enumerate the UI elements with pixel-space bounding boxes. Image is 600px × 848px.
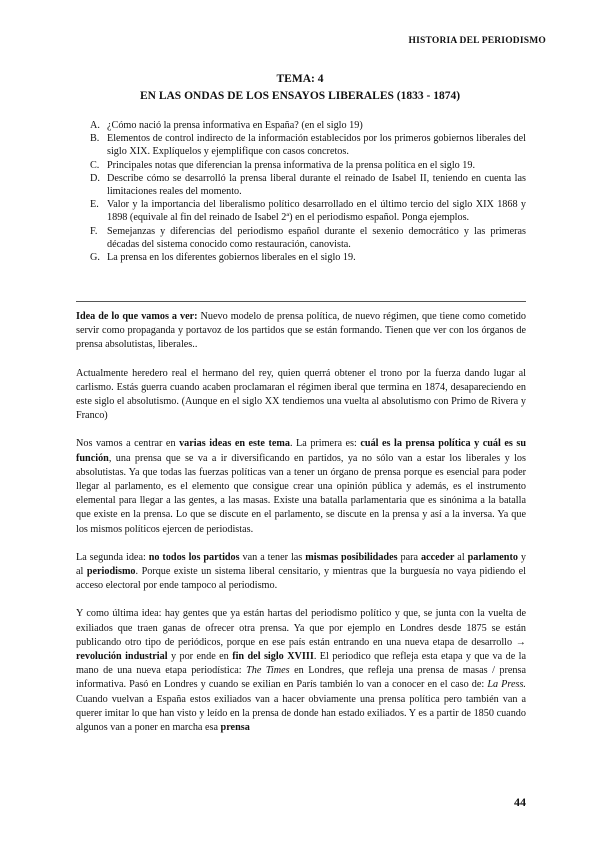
italic-title: The Times [246, 665, 290, 677]
text-run: . El periodico que refleja esta etapa y que va de la mano de una nueva etapa periodística: [76, 651, 526, 677]
paragraph-first-idea [76, 437, 526, 536]
question-text: Elementos de control indirecto de la información establecidos por los primeros gobiernos liberales del siglo XIX. Explíquelos y ejemplifique con casos concretos. [107, 133, 526, 158]
bold-phrase: no todos los partidos [148, 551, 240, 563]
question-letter: D. [90, 172, 100, 184]
topic-title: EN LAS ONDAS DE LOS ENSAYOS LIBERALES (1833 - 1874) [139, 90, 461, 102]
question-item [90, 251, 526, 264]
question-letter: F. [90, 225, 98, 237]
text-run: Nos vamos a centrar en [76, 438, 180, 450]
paragraph-second-idea [76, 551, 526, 594]
bold-phrase: periodismo [86, 566, 136, 578]
bold-phrase: mismas posibilidades [305, 551, 398, 563]
question-letter: C. [90, 159, 100, 171]
paragraph-last-idea [76, 607, 526, 735]
page-number: 44 [514, 795, 526, 809]
text-run: Cuando vuelvan a España estos exiliados van a hacer obviamente una prensa política pero también van a querer imitar lo que han visto y leído en la prensa de donde han estado exiliados. Y es a partir de 1850 cuando algunos van a poner en marcha esa [76, 693, 526, 734]
text-run: . La primera es: [289, 438, 361, 450]
question-letter: E. [90, 199, 99, 211]
running-header: HISTORIA DEL PERIODISMO [408, 36, 546, 46]
text-run: Nuevo modelo de prensa política, de nuevo régimen, que tiene como cometido servir como propaganda y portavoz de los partidos que se están formando. Tienen que ver con los órganos de prensa absolutistas, liberales.. [76, 311, 526, 351]
bold-phrase: acceder [421, 551, 455, 563]
question-item [90, 225, 526, 251]
text-run: Y como última idea: hay gentes que ya están hartas del periodismo político y que, se junta con la vuelta de exiliados que traen ganas de ofrecer otra prensa. Ya que por ejemplo en Londres desde 1875 se están publicando otro tipo de periódicos, porque en ese país están entrando en una nueva etapa de desarrollo → [76, 608, 526, 648]
question-letter: A. [90, 120, 100, 131]
question-item [90, 172, 526, 198]
paragraph-intro [76, 310, 526, 353]
question-list [90, 119, 526, 264]
question-letter: G. [90, 252, 100, 264]
bold-phrase: prensa [220, 722, 250, 734]
question-item [90, 159, 526, 172]
text-run: . Porque existe un sistema liberal censitario, y mientras que la burguesía no vaya pidiendo el acceso electoral por ende tampoco al periodismo. [76, 566, 526, 592]
text-run: y por ende en [167, 651, 233, 663]
body-text [76, 310, 526, 749]
text-run: en Londres, que refleja una prensa de masas / prensa informativa. Pasó en Londres y cuando se exilian en París también lo van a conocer en el caso de: [76, 665, 526, 691]
text-run: La segunda idea: [76, 551, 149, 563]
text-run: al [454, 551, 468, 563]
section-divider [76, 301, 526, 302]
bold-phrase: Idea de lo que vamos a ver: [76, 311, 198, 322]
question-text: Principales notas que diferencian la prensa informativa de la prensa política en el siglo 19. [107, 159, 476, 171]
question-item [90, 119, 526, 132]
bold-phrase: cuál es la prensa política y cuál es su función [76, 438, 526, 464]
bold-phrase: revolución industrial [76, 651, 168, 663]
text-run: para [397, 551, 421, 563]
question-item [90, 132, 526, 158]
italic-title: La Press. [487, 679, 526, 691]
question-text: ¿Cómo nació la prensa informativa en España? (en el siglo 19) [107, 120, 363, 131]
question-letter: B. [90, 133, 100, 145]
bold-phrase: fin del siglo XVIII [232, 651, 314, 663]
text-run: van a tener las [239, 551, 306, 563]
bold-phrase: parlamento [467, 551, 518, 563]
text-run: , una prensa que se va a ir diversificando en partidos, ya no sólo van a estar los liberales y los absolutistas. Ya que todas las fuerzas políticas van a tener un órgano de prensa porque es esencial para poder llegar al parlamento, es el elemento que consigue crear una opinión pública y además, es el instrumento elemental para llegar a las gentes, a las masas. Existe una batalla parlamentaria que es sinónima a la batalla que existe en la prensa. Lo que se discute en el parlamento, se discute en la prensa y así a la inversa. Ya que los mismos políticos ejercen de periodistas. [76, 452, 526, 535]
question-text: Semejanzas y diferencias del periodismo español durante el sexenio democrático y las primeras décadas del sistema conocido como restauración, canovista. [107, 225, 526, 250]
question-item [90, 198, 526, 224]
question-text: Valor y la importancia del liberalismo político desarrollado en el último tercio del siglo XIX 1868 y 1898 (equivale al fin del reinado de Isabel 2ª) en el periodismo español. Ponga ejemplos. [107, 199, 526, 224]
question-text: La prensa en los diferentes gobiernos liberales en el siglo 19. [107, 252, 356, 264]
text-run: Actualmente heredero real el hermano del rey, quien querrá obtener el trono por la fuerza dando lugar al carlismo. Estás guerra cuando acaben proclamaran el régimen iberal que termina en 1874, desapareciendo en este siglo el absolutismo. (Aunque en el siglo XX tendiemos una vuelta al absolutismo con Primo de Rivera y Franco) [76, 367, 526, 422]
paragraph-carlismo [76, 367, 526, 424]
question-text: Describe cómo se desarrolló la prensa liberal durante el reinado de Isabel II, teniendo en cuenta las limitaciones reales del momento. [107, 172, 526, 198]
topic-number: TEMA: 4 [276, 73, 324, 85]
bold-phrase: varias ideas en este tema [179, 438, 290, 450]
text-run: y al [76, 551, 526, 578]
